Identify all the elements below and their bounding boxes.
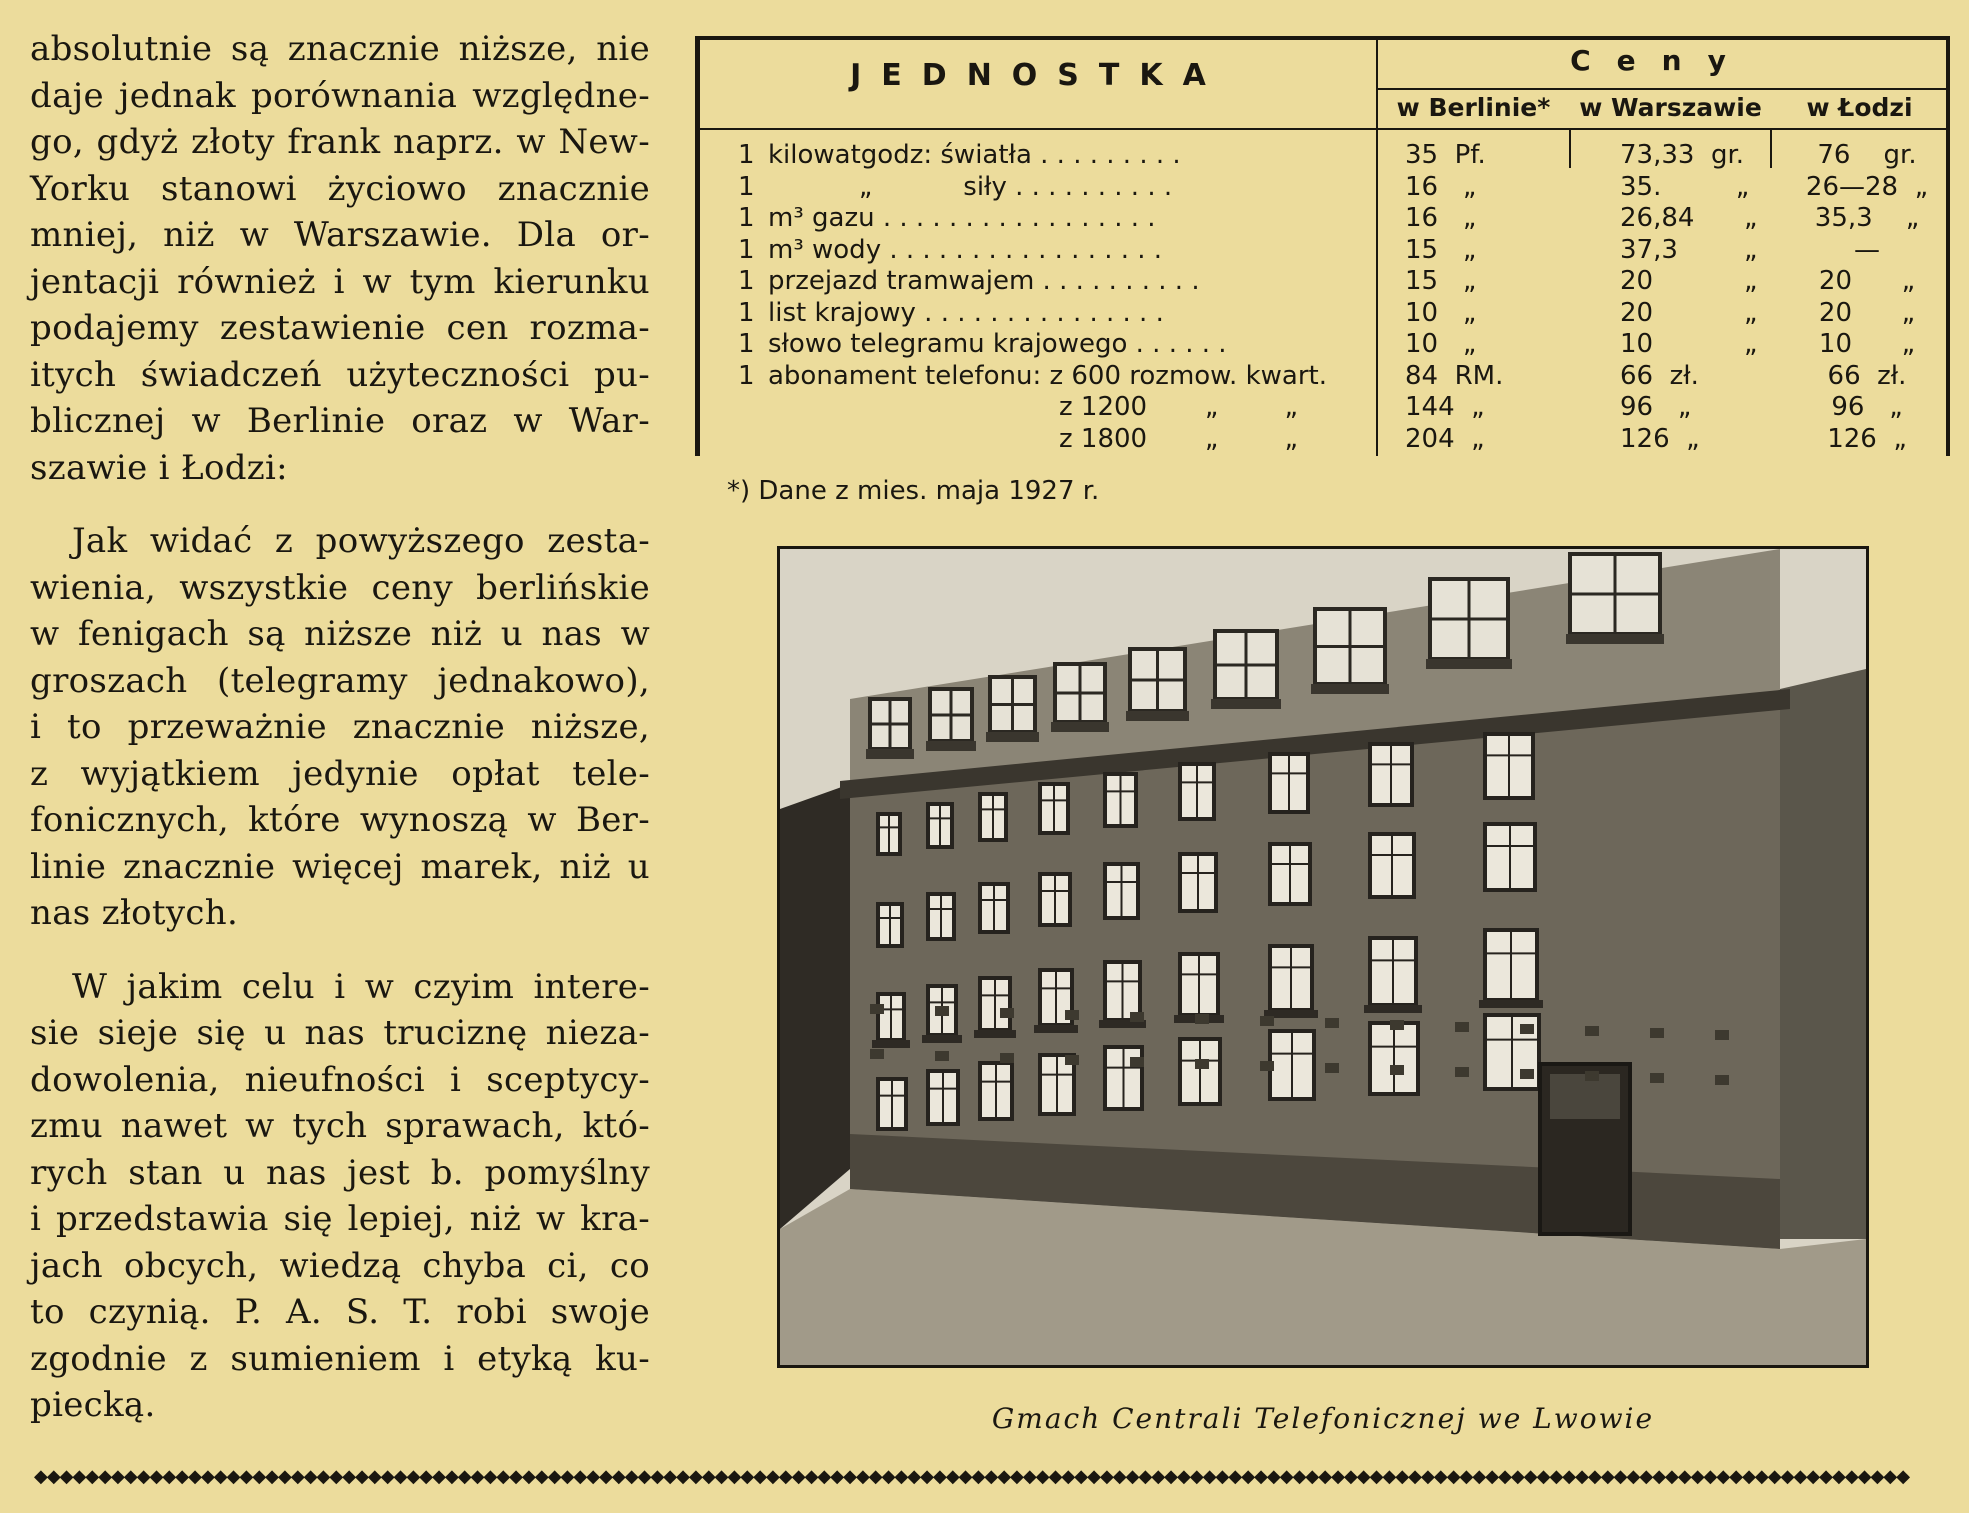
building-photograph bbox=[777, 546, 1869, 1368]
rustication bbox=[1130, 1057, 1144, 1067]
price-lodz: 35,3 „ bbox=[1814, 203, 1920, 233]
paragraph-2 bbox=[30, 518, 650, 937]
price-lodz: 126 „ bbox=[1827, 423, 1907, 454]
text-line: piecką. bbox=[30, 1385, 156, 1425]
table-divider bbox=[700, 128, 1946, 130]
price-berlin: 204 „ bbox=[1405, 423, 1485, 454]
table-row bbox=[700, 172, 1946, 203]
price-berlin: 10 „ bbox=[1405, 297, 1477, 328]
header-unit: JEDNOSTKA bbox=[850, 58, 1226, 93]
text-line: fonicznych, które wynoszą w Ber- bbox=[30, 800, 650, 840]
price-lodz: 66 zł. bbox=[1827, 360, 1907, 391]
rustication bbox=[1000, 1053, 1014, 1063]
balustrade bbox=[1051, 722, 1109, 732]
text-line: daje jednak porównania względne- bbox=[30, 75, 650, 116]
table-row bbox=[700, 392, 1946, 423]
rustication bbox=[1260, 1061, 1274, 1071]
price-warsaw: 20 „ bbox=[1620, 266, 1758, 296]
text-line: W jakim celu i w czyim intere- bbox=[72, 966, 650, 1007]
price-warsaw: 20 „ bbox=[1620, 297, 1758, 328]
rustication bbox=[1520, 1024, 1534, 1034]
row-number: 1 bbox=[738, 140, 755, 170]
row-label: abonament telefonu: z 600 rozmow. kwart. bbox=[768, 360, 1327, 391]
text-line: to czynią. P. A. S. T. robi swoje bbox=[30, 1292, 650, 1332]
table-row bbox=[700, 203, 1946, 234]
text-line: jach obcych, wiedzą chyba ci, co bbox=[30, 1245, 650, 1286]
balustrade bbox=[1211, 699, 1281, 709]
balustrade bbox=[1566, 634, 1664, 644]
price-warsaw: 10 „ bbox=[1620, 329, 1758, 359]
text-line: dowolenia, nieufności i sceptycy- bbox=[30, 1059, 650, 1100]
price-warsaw: 26,84 „ bbox=[1620, 203, 1758, 233]
rustication bbox=[1585, 1026, 1599, 1036]
balustrade bbox=[986, 732, 1039, 742]
balustrade bbox=[1126, 711, 1189, 721]
balustrade bbox=[926, 741, 976, 751]
price-lodz: 96 „ bbox=[1831, 392, 1903, 422]
row-number: 1 bbox=[738, 329, 755, 359]
row-label: m³ wody . . . . . . . . . . . . . . . . . bbox=[768, 234, 1163, 265]
text-line: nas złotych. bbox=[30, 893, 239, 933]
rustication bbox=[1065, 1055, 1079, 1065]
flower-box bbox=[1479, 1000, 1543, 1008]
rustication bbox=[1130, 1012, 1144, 1022]
table-row bbox=[700, 140, 1946, 171]
text-line: absolutnie są znacznie niższe, nie bbox=[30, 29, 650, 69]
row-label: list krajowy . . . . . . . . . . . . . . . bbox=[768, 297, 1164, 328]
neighbour-wall bbox=[780, 784, 850, 1229]
rustication bbox=[1000, 1008, 1014, 1018]
flower-box bbox=[922, 1035, 962, 1043]
text-line: i przedstawia się lepiej, niż w kra- bbox=[30, 1199, 650, 1239]
row-number: 1 bbox=[738, 297, 755, 328]
header-berlin: w Berlinie* bbox=[1396, 93, 1551, 122]
table-row bbox=[700, 235, 1946, 266]
table-footnote: *) Dane z mies. maja 1927 r. bbox=[727, 476, 1100, 506]
price-warsaw: 66 zł. bbox=[1620, 360, 1699, 391]
price-warsaw: 73,33 gr. bbox=[1620, 140, 1745, 170]
rustication bbox=[1260, 1016, 1274, 1026]
text-line: i to przeważnie znacznie niższe, bbox=[30, 707, 650, 747]
text-line: Jak widać z powyższego zesta- bbox=[72, 521, 650, 561]
price-berlin: 15 „ bbox=[1405, 234, 1477, 265]
price-warsaw: 96 „ bbox=[1620, 392, 1692, 422]
rustication bbox=[1585, 1071, 1599, 1081]
text-line: rych stan u nas jest b. pomyślny bbox=[30, 1152, 650, 1193]
text-line: zmu nawet w tych sprawach, któ- bbox=[30, 1106, 650, 1146]
rustication bbox=[1390, 1020, 1404, 1030]
row-label: kilowatgodz: światła . . . . . . . . . bbox=[768, 140, 1181, 170]
rustication bbox=[1455, 1022, 1469, 1032]
rustication bbox=[1390, 1065, 1404, 1075]
price-lodz: 20 „ bbox=[1818, 266, 1916, 296]
price-warsaw: 37,3 „ bbox=[1620, 234, 1758, 265]
photo-caption: Gmach Centrali Telefonicznej we Lwowie bbox=[991, 1402, 1655, 1435]
rustication bbox=[1325, 1018, 1339, 1028]
price-lodz: 76 gr. bbox=[1817, 140, 1917, 170]
text-line: w fenigach są niższe niż u nas w bbox=[30, 614, 650, 654]
text-line: itych świadczeń użyteczności pu- bbox=[30, 354, 650, 395]
price-berlin: 84 RM. bbox=[1405, 360, 1504, 391]
row-number: 1 bbox=[738, 203, 755, 233]
flower-box bbox=[1034, 1025, 1078, 1033]
rustication bbox=[1715, 1075, 1729, 1085]
text-line: z wyjątkiem jedynie opłat tele- bbox=[30, 753, 650, 794]
text-line: jentacji również i w tym kierunku bbox=[30, 261, 650, 302]
paragraph-3 bbox=[30, 964, 650, 1429]
price-comparison-table bbox=[695, 36, 1950, 456]
text-line: sie sieje się u nas truciznę nieza- bbox=[30, 1013, 650, 1053]
price-lodz: 26—28 „ bbox=[1805, 171, 1929, 202]
price-berlin: 35 Pf. bbox=[1405, 140, 1486, 170]
balustrade bbox=[1426, 659, 1512, 669]
header-lodz: w Łodzi bbox=[1806, 93, 1913, 122]
text-line: szawie i Łodzi: bbox=[30, 447, 288, 488]
text-line: blicznej w Berlinie oraz w War- bbox=[30, 401, 650, 441]
flower-box bbox=[1364, 1005, 1422, 1013]
rustication bbox=[1650, 1073, 1664, 1083]
rustication bbox=[935, 1006, 949, 1016]
text-line: mniej, niż w Warszawie. Dla or- bbox=[30, 215, 650, 255]
rustication bbox=[1715, 1030, 1729, 1040]
diamond-ornament-rule: ◆◆◆◆◆◆◆◆◆◆◆◆◆◆◆◆◆◆◆◆◆◆◆◆◆◆◆◆◆◆◆◆◆◆◆◆◆◆◆◆◆◆◆◆◆◆◆◆◆◆◆◆◆◆◆◆◆◆◆◆◆◆◆◆◆◆◆◆◆◆◆◆◆◆◆◆◆◆◆◆◆◆◆◆◆◆◆◆◆◆◆◆◆◆◆◆◆◆◆◆◆◆◆◆◆◆◆◆◆◆◆◆◆◆◆◆◆◆◆◆◆◆◆◆◆◆◆◆◆◆◆◆◆◆◆◆◆◆◆◆◆◆◆◆◆◆ bbox=[34, 1466, 1910, 1487]
price-warsaw: 35. „ bbox=[1620, 171, 1750, 202]
flower-box bbox=[974, 1030, 1016, 1038]
rustication bbox=[935, 1051, 949, 1061]
price-lodz: — bbox=[1854, 234, 1880, 265]
rustication bbox=[1195, 1059, 1209, 1069]
table-row bbox=[700, 329, 1946, 360]
price-lodz: 20 „ bbox=[1818, 297, 1916, 328]
table-row bbox=[700, 361, 1946, 392]
text-line: podajemy zestawienie cen rozma- bbox=[30, 308, 650, 348]
telephone-exchange-building-image bbox=[780, 549, 1866, 1365]
text-line: linie znacznie więcej marek, niż u bbox=[30, 846, 650, 887]
price-berlin: 16 „ bbox=[1405, 203, 1477, 233]
row-number: 1 bbox=[738, 234, 755, 265]
row-number: 1 bbox=[738, 360, 755, 391]
article-text-column bbox=[30, 26, 650, 1429]
price-berlin: 10 „ bbox=[1405, 329, 1477, 359]
header-warsaw: w Warszawie bbox=[1579, 93, 1762, 122]
rustication bbox=[870, 1049, 884, 1059]
row-number: 1 bbox=[738, 171, 755, 202]
text-line: go, gdyż złoty frank naprz. w New- bbox=[30, 122, 650, 162]
text-line: groszach (telegramy jednakowo), bbox=[30, 660, 650, 701]
rustication bbox=[1455, 1067, 1469, 1077]
text-line: zgodnie z sumieniem i etyką ku- bbox=[30, 1338, 650, 1379]
table-row bbox=[700, 298, 1946, 329]
text-line: Yorku stanowi życiowo znacznie bbox=[30, 168, 650, 209]
row-label: m³ gazu . . . . . . . . . . . . . . . . . bbox=[768, 203, 1156, 233]
flower-box bbox=[872, 1040, 910, 1048]
rustication bbox=[1650, 1028, 1664, 1038]
rustication bbox=[870, 1004, 884, 1014]
balustrade bbox=[1311, 684, 1389, 694]
price-berlin: 144 „ bbox=[1405, 392, 1485, 422]
table-row bbox=[700, 266, 1946, 297]
price-berlin: 15 „ bbox=[1405, 266, 1477, 296]
price-warsaw: 126 „ bbox=[1620, 423, 1700, 454]
row-label: z 1200 „ „ bbox=[1059, 392, 1298, 422]
row-label: z 1800 „ „ bbox=[1059, 423, 1298, 454]
rustication bbox=[1065, 1010, 1079, 1020]
price-berlin: 16 „ bbox=[1405, 171, 1477, 202]
row-label: przejazd tramwajem . . . . . . . . . . bbox=[768, 266, 1200, 296]
rustication bbox=[1520, 1069, 1534, 1079]
balustrade bbox=[866, 749, 914, 759]
rustication bbox=[1325, 1063, 1339, 1073]
row-number: 1 bbox=[738, 266, 755, 296]
table-row bbox=[700, 424, 1946, 455]
row-label: słowo telegramu krajowego . . . . . . bbox=[768, 329, 1227, 359]
price-lodz: 10 „ bbox=[1818, 329, 1916, 359]
text-line: wienia, wszystkie ceny berlińskie bbox=[30, 567, 650, 608]
paragraph-1 bbox=[30, 26, 650, 491]
row-label: „ siły . . . . . . . . . . bbox=[768, 171, 1173, 202]
neighbour-wall-right bbox=[1780, 669, 1866, 1239]
rustication bbox=[1195, 1014, 1209, 1024]
header-prices: Ceny bbox=[1570, 44, 1752, 77]
